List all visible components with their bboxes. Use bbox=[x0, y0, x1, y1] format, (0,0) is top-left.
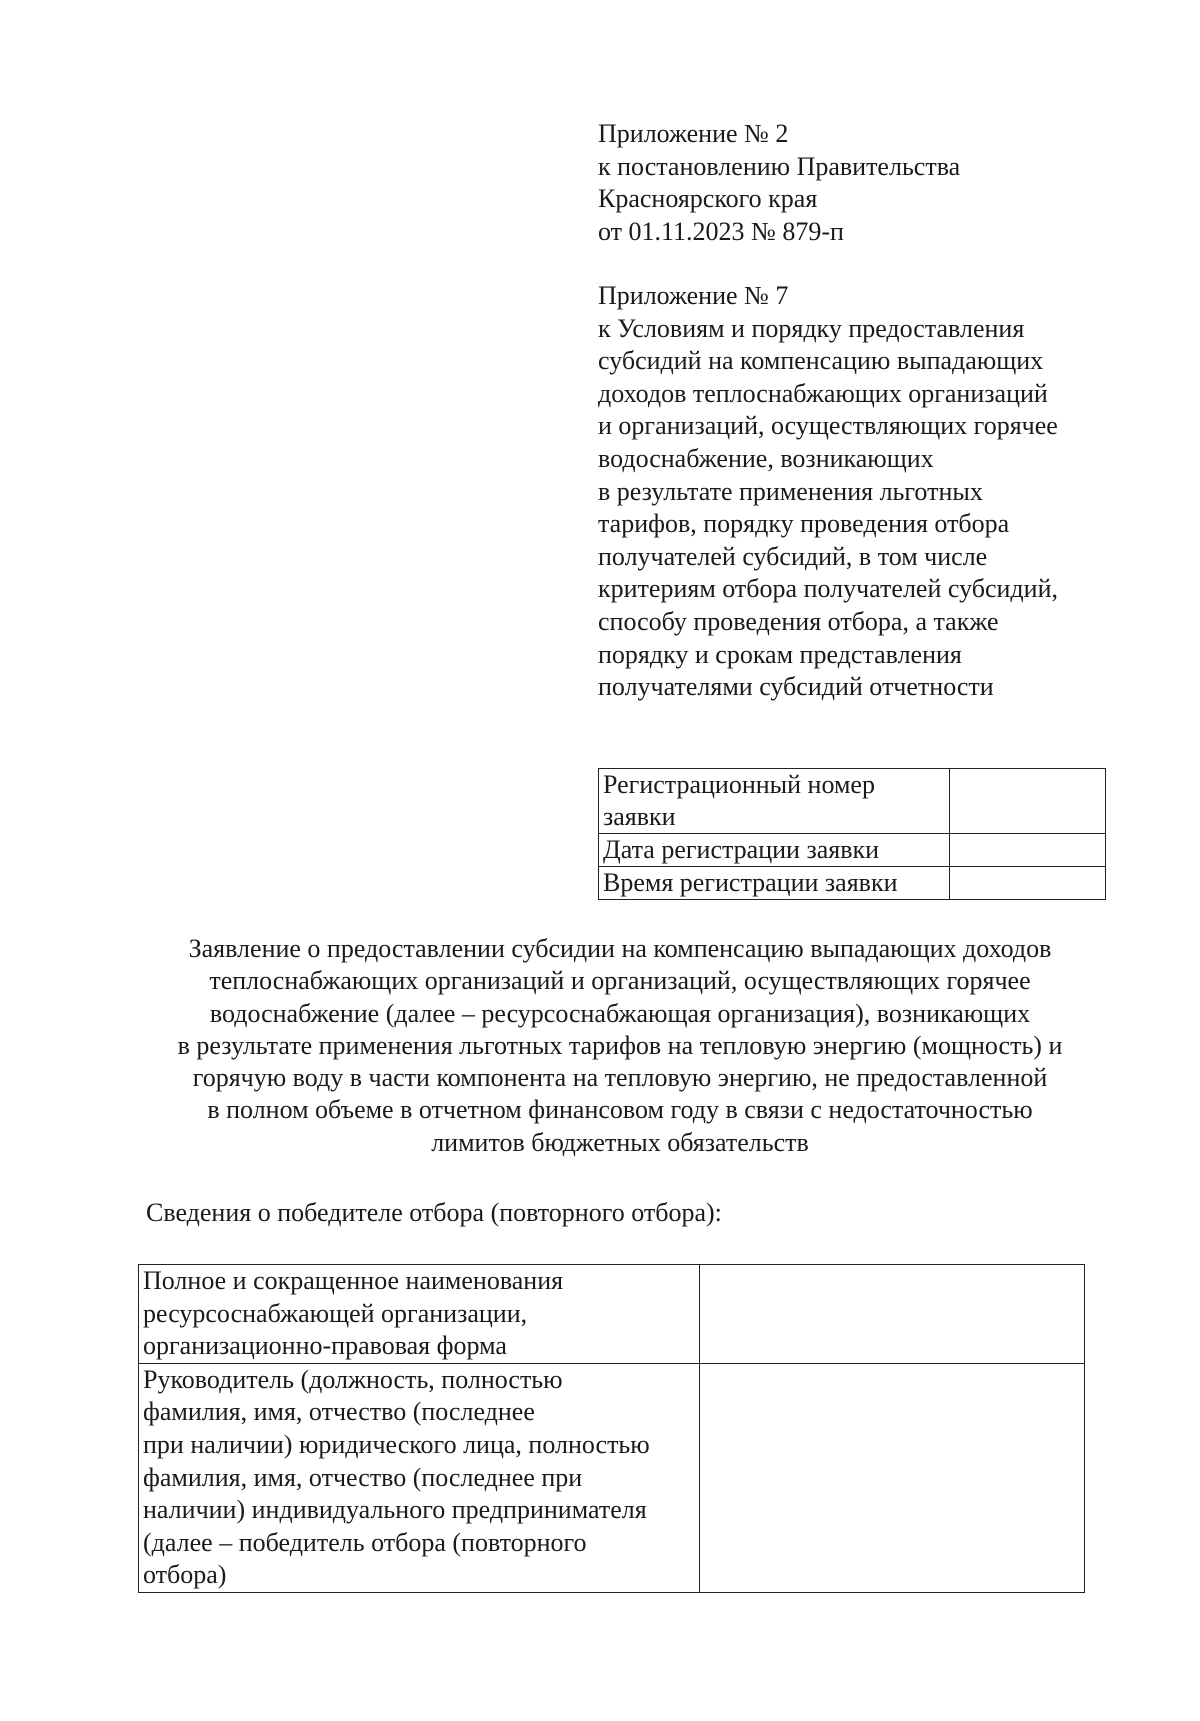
label-line: фамилия, имя, отчество (последнее при bbox=[143, 1462, 583, 1492]
label-line: фамилия, имя, отчество (последнее bbox=[143, 1397, 535, 1427]
appendix-7-header bbox=[598, 280, 1058, 704]
appendix-2-line: к постановлению Правительства bbox=[598, 151, 961, 181]
winner-info-heading: Сведения о победителе отбора (повторного отбора): bbox=[146, 1198, 722, 1227]
appendix-7-line: способу проведения отбора, а также bbox=[598, 606, 999, 636]
registration-date-label bbox=[599, 834, 950, 867]
registration-date-field[interactable] bbox=[950, 834, 1106, 867]
appendix-2-line: от 01.11.2023 № 879-п bbox=[598, 216, 844, 246]
registration-time-label bbox=[599, 867, 950, 900]
label-line: (далее – победитель отбора (повторного bbox=[143, 1527, 587, 1557]
appendix-7-line: и организаций, осуществляющих горячее bbox=[598, 411, 1058, 441]
label-line: Дата регистрации заявки bbox=[603, 835, 880, 864]
table-row bbox=[139, 1265, 1085, 1364]
table-row bbox=[599, 867, 1106, 900]
organization-name-label bbox=[139, 1265, 700, 1364]
table-row bbox=[599, 834, 1106, 867]
appendix-7-line: Приложение № 7 bbox=[598, 281, 789, 310]
statement-line: в полном объеме в отчетном финансовом году в связи с недостаточностью bbox=[207, 1095, 1033, 1125]
label-line: заявки bbox=[603, 802, 676, 831]
statement-line: Заявление о предоставлении субсидии на компенсацию выпадающих доходов bbox=[188, 934, 1052, 963]
label-line: отбора) bbox=[143, 1560, 227, 1590]
label-line: при наличии) юридического лица, полностью bbox=[143, 1429, 650, 1459]
appendix-7-line: в результате применения льготных bbox=[598, 476, 983, 506]
label-line: Время регистрации заявки bbox=[603, 868, 898, 897]
statement-line: лимитов бюджетных обязательств bbox=[431, 1127, 809, 1157]
label-line: ресурсоснабжающей организации, bbox=[143, 1298, 528, 1328]
label-line: организационно-правовая форма bbox=[143, 1331, 507, 1361]
label-line: Регистрационный номер bbox=[603, 770, 875, 799]
statement-line: водоснабжение (далее – ресурсоснабжающая организация), возникающих bbox=[209, 998, 1031, 1028]
registration-table bbox=[598, 768, 1106, 900]
head-person-label bbox=[139, 1363, 700, 1592]
statement-line: в результате применения льготных тарифов на тепловую энергию (мощность) и bbox=[177, 1030, 1063, 1060]
registration-time-field[interactable] bbox=[950, 867, 1106, 900]
head-person-field[interactable] bbox=[700, 1363, 1085, 1592]
appendix-2-line: Красноярского края bbox=[598, 184, 818, 214]
statement-line: теплоснабжающих организаций и организаций, осуществляющих горячее bbox=[209, 966, 1031, 996]
appendix-7-line: получателей субсидий, в том числе bbox=[598, 541, 988, 571]
table-row bbox=[139, 1363, 1085, 1592]
statement-line: горячую воду в части компонента на тепловую энергию, не предоставленной bbox=[192, 1063, 1048, 1093]
appendix-7-line: доходов теплоснабжающих организаций bbox=[598, 378, 1048, 408]
registration-number-field[interactable] bbox=[950, 769, 1106, 834]
organization-name-field[interactable] bbox=[700, 1265, 1085, 1364]
appendix-7-line: порядку и срокам представления bbox=[598, 639, 962, 669]
appendix-2-line: Приложение № 2 bbox=[598, 119, 789, 148]
appendix-7-line: субсидий на компенсацию выпадающих bbox=[598, 346, 1044, 376]
appendix-7-line: получателями субсидий отчетности bbox=[598, 672, 994, 702]
registration-number-label bbox=[599, 769, 950, 834]
appendix-7-line: водоснабжение, возникающих bbox=[598, 443, 934, 473]
appendix-2-header bbox=[598, 118, 960, 248]
appendix-7-line: критериям отбора получателей субсидий, bbox=[598, 574, 1058, 604]
table-row bbox=[599, 769, 1106, 834]
label-line: наличии) индивидуального предпринимателя bbox=[143, 1495, 647, 1525]
appendix-7-line: к Условиям и порядку предоставления bbox=[598, 313, 1025, 343]
winner-info-table bbox=[138, 1264, 1085, 1593]
statement-title bbox=[120, 933, 1120, 1159]
label-line: Руководитель (должность, полностью bbox=[143, 1364, 563, 1394]
appendix-7-line: тарифов, порядку проведения отбора bbox=[598, 509, 1010, 539]
label-line: Полное и сокращенное наименования bbox=[143, 1266, 564, 1295]
